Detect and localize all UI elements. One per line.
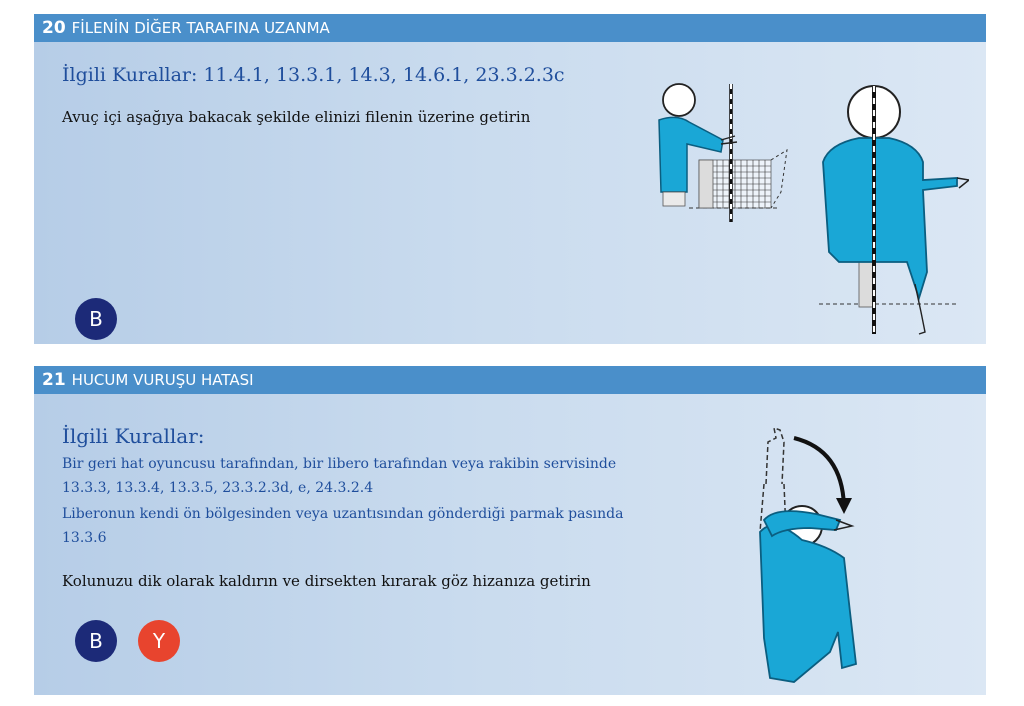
referee-front-illustration <box>809 72 969 348</box>
section-number: 21 <box>42 370 66 390</box>
section-20 <box>34 14 986 344</box>
section-title: HUCUM VURUŞU HATASI <box>71 371 254 389</box>
section-number: 20 <box>42 18 66 38</box>
badge-yellow-second-referee: Y <box>138 620 180 662</box>
related-rules-title: İlgili Kurallar: 11.4.1, 13.3.1, 14.3, 14.6.1, 23.3.2.3c <box>62 64 565 86</box>
referee-net-side-illustration <box>619 82 799 242</box>
rule-line: Liberonun kendi ön bölgesinden veya uzantısından gönderdiği parmak pasında <box>62 506 624 522</box>
section-header <box>34 366 986 394</box>
badge-first-referee: B <box>75 298 117 340</box>
section-title: FİLENİN DİĞER TARAFINA UZANMA <box>71 19 330 37</box>
signal-instruction: Kolunuzu dik olarak kaldırın ve dirsekten kırarak göz hizanıza getirin <box>62 572 591 590</box>
section-panel <box>34 394 986 695</box>
rule-line: Bir geri hat oyuncusu tarafından, bir libero tarafından veya rakibin servisinde <box>62 456 617 472</box>
section-21 <box>34 366 986 695</box>
referee-raised-arm-illustration <box>724 402 874 690</box>
section-header <box>34 14 986 42</box>
signal-instruction: Avuç içi aşağıya bakacak şekilde elinizi filenin üzerine getirin <box>62 108 531 126</box>
section-panel <box>34 42 986 344</box>
rule-line: 13.3.6 <box>62 530 107 546</box>
badge-first-referee: B <box>75 620 117 662</box>
related-rules-title: İlgili Kurallar: <box>62 424 205 448</box>
rule-line: 13.3.3, 13.3.4, 13.3.5, 23.3.2.3d, e, 24.3.2.4 <box>62 480 374 496</box>
